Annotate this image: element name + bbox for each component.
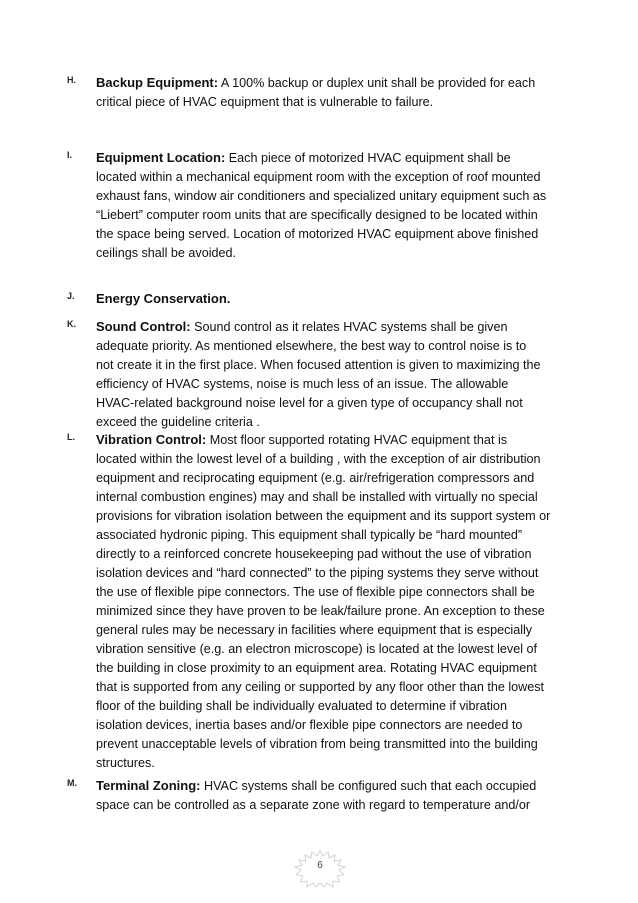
section-body: Vibration Control: Most floor supported rotating HVAC equipment that is located within the lowest level of a building , with the exception of air distribution equipment and reciprocating equipment (e.g. air/refrigeration compressors and internal combustion engines) may and shall be installed with virtually no special provisions for vibration isolation between the equipment and its support system or associated hydronic piping. This equipment shall typically be “hard mounted” directly to a reinforced concrete housekeeping pad without the use of vibration isolation devices and “hard connected” to the piping systems they serve without the use of flexible pipe connectors. The use of flexible pipe connectors shall be minimized since they have proven to be leak/failure prone. An exception to these general rules may be necessary in facilities where equipment that is especially vibration sensitive (e.g. an electron microscope) is located at the lowest level of the building in close proximity to an equipment area. Rotating HVAC equipment that is supported from any ceiling or supported by any floor other than the lowest floor of the building shall be individually evaluated to determine if vibration isolation devices, inertia bases and/or flexible pipe connectors are needed to prevent unacceptable levels of vibration from being transmitted into the building structures. [96, 432, 551, 770]
section-letter: I. [67, 150, 73, 160]
section-title: Vibration Control: [96, 432, 207, 447]
section-letter: H. [67, 75, 76, 85]
section-title: Backup Equipment: [96, 75, 219, 90]
section-letter: L. [67, 432, 75, 442]
page-number-badge [294, 850, 346, 888]
section-body [96, 289, 576, 309]
section-letter: M. [67, 778, 77, 788]
section-body: Equipment Location: Each piece of motorized HVAC equipment shall be located within a mechanical equipment room with the exception of roof mounted exhaust fans, window air conditioners and specialized unitary equipment such as “Liebert” computer room units that are specifically designed to be located within the space being served. Location of motorized HVAC equipment above finished ceilings shall be avoided. [96, 150, 547, 260]
section-letter: K. [67, 319, 76, 329]
section-title: Sound Control: [96, 319, 191, 334]
section-letter: J. [67, 291, 75, 301]
section-title: Equipment Location: [96, 150, 226, 165]
section-body: Sound Control: Sound control as it relates HVAC systems shall be given adequate priority. As mentioned elsewhere, the best way to control noise is to not create it in the first place. When focused attention is given to maximizing the efficiency of HVAC systems, noise is much less of an issue. The allowable HVAC-related background noise level for a given type of occupancy shall not exceed the guideline criteria . [96, 319, 541, 429]
section-title: Energy Conservation. [96, 291, 231, 306]
page-number: 6 [317, 860, 323, 871]
section-title: Terminal Zoning: [96, 778, 201, 793]
section-body: Terminal Zoning: HVAC systems shall be configured such that each occupied space can be controlled as a separate zone with regard to temperature and/or [96, 778, 537, 812]
section-body: Backup Equipment: A 100% backup or duplex unit shall be provided for each critical piece of HVAC equipment that is vulnerable to failure. [96, 75, 536, 109]
